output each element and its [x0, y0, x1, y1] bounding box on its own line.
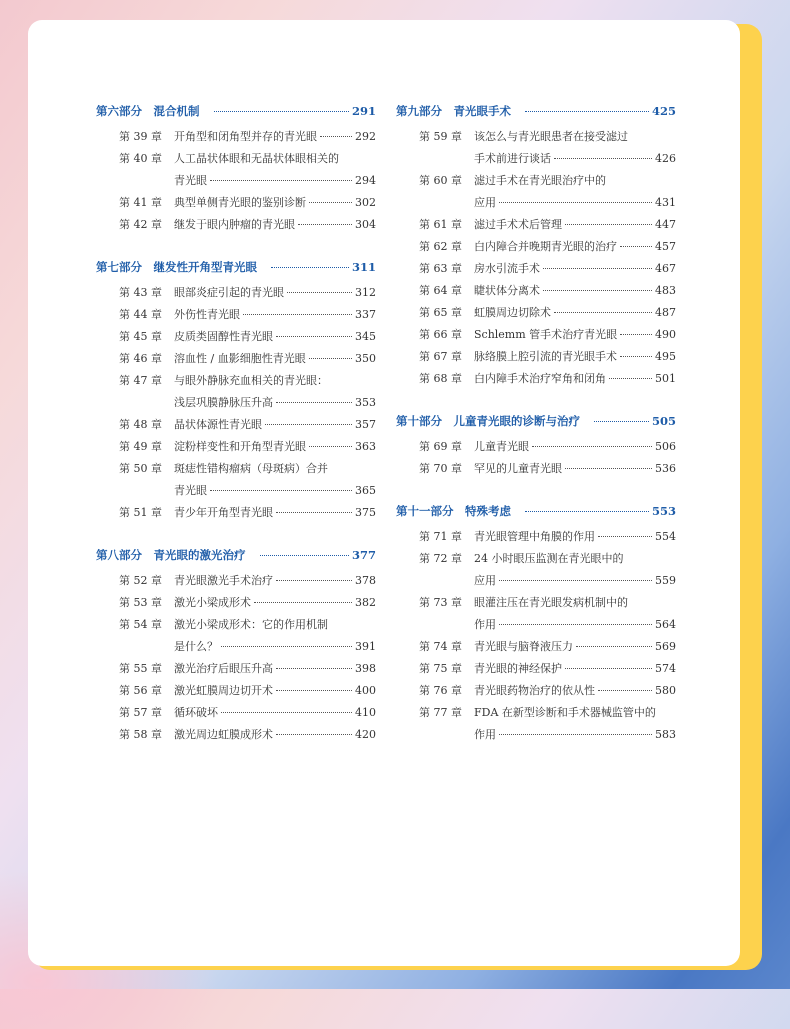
dot-leader — [565, 668, 652, 669]
dot-leader — [271, 267, 349, 268]
chapter-title-continuation[interactable] — [396, 570, 676, 592]
chapter-title: 作用 — [474, 618, 496, 631]
page-number: 553 — [651, 504, 676, 518]
chapter-number: 第 64 章 — [419, 284, 462, 297]
chapter-title: 青光眼的神经保护 — [474, 662, 562, 675]
chapter-entry[interactable] — [96, 370, 376, 392]
chapter-title: 睫状体分离术 — [474, 284, 540, 297]
chapter-title-continuation[interactable] — [96, 170, 376, 192]
chapter-number: 第 48 章 — [119, 418, 162, 431]
chapter-number: 第 68 章 — [419, 372, 462, 385]
chapter-title: 白内障手术治疗窄角和闭角 — [474, 372, 606, 385]
chapter-number: 第 51 章 — [119, 506, 162, 519]
chapter-number: 第 77 章 — [419, 706, 462, 719]
chapter-number: 第 44 章 — [119, 308, 162, 321]
chapter-title: 应用 — [474, 574, 496, 587]
page-number: 353 — [355, 396, 376, 409]
dot-leader — [287, 292, 352, 293]
page-number: 447 — [655, 218, 676, 231]
page-number: 382 — [355, 596, 376, 609]
chapter-number: 第 52 章 — [119, 574, 162, 587]
chapter-title: 手术前进行谈话 — [474, 152, 551, 165]
chapter-entry[interactable] — [396, 324, 676, 346]
chapter-entry[interactable] — [96, 148, 376, 170]
chapter-number: 第 71 章 — [419, 530, 462, 543]
chapter-title: 滤过手术术后管理 — [474, 218, 562, 231]
toc-column-right — [396, 100, 676, 746]
dot-leader — [254, 602, 352, 603]
dot-leader — [525, 511, 649, 512]
chapter-number: 第 47 章 — [119, 374, 162, 387]
dot-leader — [499, 580, 652, 581]
part-title: 第九部分 青光眼手术 — [396, 104, 511, 118]
chapter-title: 典型单侧青光眼的鉴别诊断 — [174, 196, 306, 209]
chapter-number: 第 62 章 — [419, 240, 462, 253]
chapter-entry[interactable] — [96, 192, 376, 214]
chapter-title: 激光小梁成形术：它的作用机制 — [174, 618, 328, 631]
chapter-entry[interactable] — [96, 458, 376, 480]
dot-leader — [565, 224, 652, 225]
chapter-number: 第 42 章 — [119, 218, 162, 231]
chapter-number: 第 76 章 — [419, 684, 462, 697]
page-number: 487 — [655, 306, 676, 319]
chapter-number: 第 60 章 — [419, 174, 462, 187]
page-number: 398 — [355, 662, 376, 675]
chapter-title: 24 小时眼压监测在青光眼中的 — [474, 552, 624, 565]
chapter-number: 第 57 章 — [119, 706, 162, 719]
dot-leader — [554, 312, 652, 313]
page-number: 311 — [351, 260, 376, 274]
dot-leader — [210, 490, 352, 491]
dot-leader — [309, 358, 352, 359]
chapter-entry[interactable] — [396, 658, 676, 680]
chapter-entry[interactable] — [96, 502, 376, 524]
chapter-title: 青光眼与脑脊液压力 — [474, 640, 573, 653]
dot-leader — [265, 424, 352, 425]
chapter-number: 第 58 章 — [119, 728, 162, 741]
chapter-entry[interactable] — [396, 548, 676, 570]
dot-leader — [214, 111, 349, 112]
dot-leader — [543, 268, 652, 269]
chapter-entry[interactable] — [396, 368, 676, 390]
page-number: 391 — [355, 640, 376, 653]
part-heading[interactable] — [96, 100, 376, 122]
page-number: 378 — [355, 574, 376, 587]
dot-leader — [276, 734, 352, 735]
chapter-title: 应用 — [474, 196, 496, 209]
dot-leader — [309, 446, 352, 447]
dot-leader — [298, 224, 352, 225]
chapter-entry[interactable] — [96, 724, 376, 746]
page-number: 291 — [351, 104, 376, 118]
toc-page — [28, 20, 740, 966]
chapter-entry[interactable] — [396, 302, 676, 324]
dot-leader — [320, 136, 352, 137]
chapter-title: 溶血性 / 血影细胞性青光眼 — [174, 352, 306, 365]
chapter-number: 第 67 章 — [419, 350, 462, 363]
chapter-title: FDA 在新型诊断和手术器械监管中的 — [474, 706, 656, 719]
dot-leader — [525, 111, 649, 112]
page-number: 363 — [355, 440, 376, 453]
part-heading[interactable] — [396, 500, 676, 522]
part-title: 第十一部分 特殊考虑 — [396, 504, 511, 518]
page-number: 574 — [655, 662, 676, 675]
chapter-entry[interactable] — [396, 458, 676, 480]
page-number: 583 — [655, 728, 676, 741]
page-number: 505 — [651, 414, 676, 428]
page-number: 337 — [355, 308, 376, 321]
page-number: 457 — [655, 240, 676, 253]
page-number: 490 — [655, 328, 676, 341]
chapter-title: 人工晶状体眼和无晶状体眼相关的 — [174, 152, 339, 165]
dot-leader — [532, 446, 652, 447]
dot-leader — [499, 202, 652, 203]
chapter-entry[interactable] — [96, 326, 376, 348]
dot-leader — [565, 468, 652, 469]
page-number: 302 — [355, 196, 376, 209]
dot-leader — [609, 378, 652, 379]
chapter-title: 青光眼管理中角膜的作用 — [474, 530, 595, 543]
chapter-entry[interactable] — [96, 304, 376, 326]
chapter-number: 第 65 章 — [419, 306, 462, 319]
chapter-entry[interactable] — [96, 414, 376, 436]
page-number: 350 — [355, 352, 376, 365]
chapter-title: 脉络膜上腔引流的青光眼手术 — [474, 350, 617, 363]
chapter-entry[interactable] — [96, 658, 376, 680]
chapter-number: 第 39 章 — [119, 130, 162, 143]
dot-leader — [276, 336, 352, 337]
page-number: 345 — [355, 330, 376, 343]
chapter-number: 第 73 章 — [419, 596, 462, 609]
dot-leader — [210, 180, 352, 181]
dot-leader — [554, 158, 652, 159]
page-number: 569 — [655, 640, 676, 653]
chapter-entry[interactable] — [396, 126, 676, 148]
page-number: 580 — [655, 684, 676, 697]
chapter-number: 第 75 章 — [419, 662, 462, 675]
page-number: 420 — [355, 728, 376, 741]
chapter-number: 第 45 章 — [119, 330, 162, 343]
page-number: 483 — [655, 284, 676, 297]
chapter-title-continuation[interactable] — [96, 636, 376, 658]
chapter-title-continuation[interactable] — [396, 724, 676, 746]
dot-leader — [221, 712, 352, 713]
chapter-number: 第 41 章 — [119, 196, 162, 209]
chapter-title-continuation[interactable] — [396, 148, 676, 170]
dot-leader — [620, 334, 652, 335]
chapter-title: 白内障合并晚期青光眼的治疗 — [474, 240, 617, 253]
part-heading[interactable] — [396, 410, 676, 432]
page-number: 554 — [655, 530, 676, 543]
chapter-title: 作用 — [474, 728, 496, 741]
chapter-title: 青光眼 — [174, 484, 207, 497]
page-number: 400 — [355, 684, 376, 697]
chapter-title: 晶状体源性青光眼 — [174, 418, 262, 431]
chapter-entry[interactable] — [396, 236, 676, 258]
chapter-title: 斑痣性错构瘤病（母斑病）合并 — [174, 462, 328, 475]
chapter-entry[interactable] — [396, 346, 676, 368]
chapter-title: 滤过手术在青光眼治疗中的 — [474, 174, 606, 187]
chapter-number: 第 53 章 — [119, 596, 162, 609]
dot-leader — [276, 580, 352, 581]
dot-leader — [309, 202, 352, 203]
chapter-number: 第 50 章 — [119, 462, 162, 475]
chapter-title-continuation[interactable] — [396, 614, 676, 636]
chapter-number: 第 66 章 — [419, 328, 462, 341]
chapter-number: 第 59 章 — [419, 130, 462, 143]
page-number: 365 — [355, 484, 376, 497]
chapter-title: 青光眼激光手术治疗 — [174, 574, 273, 587]
dot-leader — [620, 246, 652, 247]
chapter-title: 开角型和闭角型并存的青光眼 — [174, 130, 317, 143]
toc-column-left — [96, 100, 376, 746]
chapter-entry[interactable] — [396, 526, 676, 548]
dot-leader — [598, 690, 652, 691]
chapter-entry[interactable] — [96, 680, 376, 702]
page-number: 559 — [655, 574, 676, 587]
chapter-number: 第 72 章 — [419, 552, 462, 565]
chapter-title: 激光虹膜周边切开术 — [174, 684, 273, 697]
chapter-title: 眼部炎症引起的青光眼 — [174, 286, 284, 299]
chapter-entry[interactable] — [96, 436, 376, 458]
chapter-entry[interactable] — [96, 348, 376, 370]
chapter-title: 儿童青光眼 — [474, 440, 529, 453]
part-title: 第八部分 青光眼的激光治疗 — [96, 548, 246, 562]
page-number: 501 — [655, 372, 676, 385]
chapter-title: 是什么？ — [174, 640, 218, 653]
chapter-number: 第 54 章 — [119, 618, 162, 631]
dot-leader — [221, 646, 352, 647]
chapter-title: Schlemm 管手术治疗青光眼 — [474, 328, 618, 341]
dot-leader — [243, 314, 352, 315]
chapter-title-continuation[interactable] — [96, 480, 376, 502]
page-number: 294 — [355, 174, 376, 187]
chapter-entry[interactable] — [396, 592, 676, 614]
chapter-number: 第 70 章 — [419, 462, 462, 475]
chapter-number: 第 40 章 — [119, 152, 162, 165]
page-number: 357 — [355, 418, 376, 431]
page-number: 536 — [655, 462, 676, 475]
chapter-title: 该怎么与青光眼患者在接受滤过 — [474, 130, 628, 143]
chapter-title: 罕见的儿童青光眼 — [474, 462, 562, 475]
chapter-entry[interactable] — [396, 636, 676, 658]
part-title: 第六部分 混合机制 — [96, 104, 200, 118]
part-heading[interactable] — [396, 100, 676, 122]
page-number: 467 — [655, 262, 676, 275]
chapter-entry[interactable] — [396, 436, 676, 458]
dot-leader — [276, 512, 352, 513]
chapter-title: 虹膜周边切除术 — [474, 306, 551, 319]
dot-leader — [260, 555, 349, 556]
part-title: 第十部分 儿童青光眼的诊断与治疗 — [396, 414, 580, 428]
chapter-title: 房水引流手术 — [474, 262, 540, 275]
chapter-number: 第 61 章 — [419, 218, 462, 231]
chapter-number: 第 46 章 — [119, 352, 162, 365]
page-number: 564 — [655, 618, 676, 631]
chapter-entry[interactable] — [396, 280, 676, 302]
chapter-number: 第 74 章 — [419, 640, 462, 653]
dot-leader — [598, 536, 652, 537]
chapter-entry[interactable] — [96, 214, 376, 236]
chapter-entry[interactable] — [396, 170, 676, 192]
page-number: 304 — [355, 218, 376, 231]
chapter-entry[interactable] — [96, 282, 376, 304]
chapter-title: 循环破坏 — [174, 706, 218, 719]
chapter-number: 第 55 章 — [119, 662, 162, 675]
chapter-title: 淀粉样变性和开角型青光眼 — [174, 440, 306, 453]
page-number: 410 — [355, 706, 376, 719]
dot-leader — [499, 734, 652, 735]
chapter-title: 眼灌注压在青光眼发病机制中的 — [474, 596, 628, 609]
chapter-entry[interactable] — [96, 614, 376, 636]
chapter-title: 青光眼药物治疗的依从性 — [474, 684, 595, 697]
chapter-number: 第 63 章 — [419, 262, 462, 275]
dot-leader — [276, 668, 352, 669]
chapter-title: 继发于眼内肿瘤的青光眼 — [174, 218, 295, 231]
part-heading[interactable] — [96, 544, 376, 566]
dot-leader — [620, 356, 652, 357]
page-number: 431 — [655, 196, 676, 209]
chapter-entry[interactable] — [396, 214, 676, 236]
chapter-title: 青光眼 — [174, 174, 207, 187]
dot-leader — [594, 421, 649, 422]
chapter-title: 激光治疗后眼压升高 — [174, 662, 273, 675]
chapter-entry[interactable] — [396, 702, 676, 724]
chapter-number: 第 69 章 — [419, 440, 462, 453]
page-number: 426 — [655, 152, 676, 165]
part-heading[interactable] — [96, 256, 376, 278]
chapter-entry[interactable] — [396, 680, 676, 702]
page-number: 375 — [355, 506, 376, 519]
page-number: 312 — [355, 286, 376, 299]
chapter-title: 外伤性青光眼 — [174, 308, 240, 321]
chapter-entry[interactable] — [96, 592, 376, 614]
chapter-title: 激光小梁成形术 — [174, 596, 251, 609]
part-title: 第七部分 继发性开角型青光眼 — [96, 260, 257, 274]
dot-leader — [543, 290, 652, 291]
chapter-entry[interactable] — [96, 570, 376, 592]
dot-leader — [276, 402, 352, 403]
page-number: 377 — [351, 548, 376, 562]
chapter-entry[interactable] — [96, 126, 376, 148]
chapter-title: 浅层巩膜静脉压升高 — [174, 396, 273, 409]
chapter-title: 青少年开角型青光眼 — [174, 506, 273, 519]
chapter-number: 第 56 章 — [119, 684, 162, 697]
chapter-title-continuation[interactable] — [96, 392, 376, 414]
dot-leader — [276, 690, 352, 691]
chapter-entry[interactable] — [96, 702, 376, 724]
page-number: 506 — [655, 440, 676, 453]
chapter-title: 激光周边虹膜成形术 — [174, 728, 273, 741]
chapter-entry[interactable] — [396, 258, 676, 280]
page-number: 425 — [651, 104, 676, 118]
chapter-number: 第 49 章 — [119, 440, 162, 453]
chapter-title: 皮质类固醇性青光眼 — [174, 330, 273, 343]
page-number: 495 — [655, 350, 676, 363]
page-number: 292 — [355, 130, 376, 143]
chapter-title-continuation[interactable] — [396, 192, 676, 214]
chapter-title: 与眼外静脉充血相关的青光眼： — [174, 374, 328, 387]
chapter-number: 第 43 章 — [119, 286, 162, 299]
dot-leader — [576, 646, 652, 647]
dot-leader — [499, 624, 652, 625]
